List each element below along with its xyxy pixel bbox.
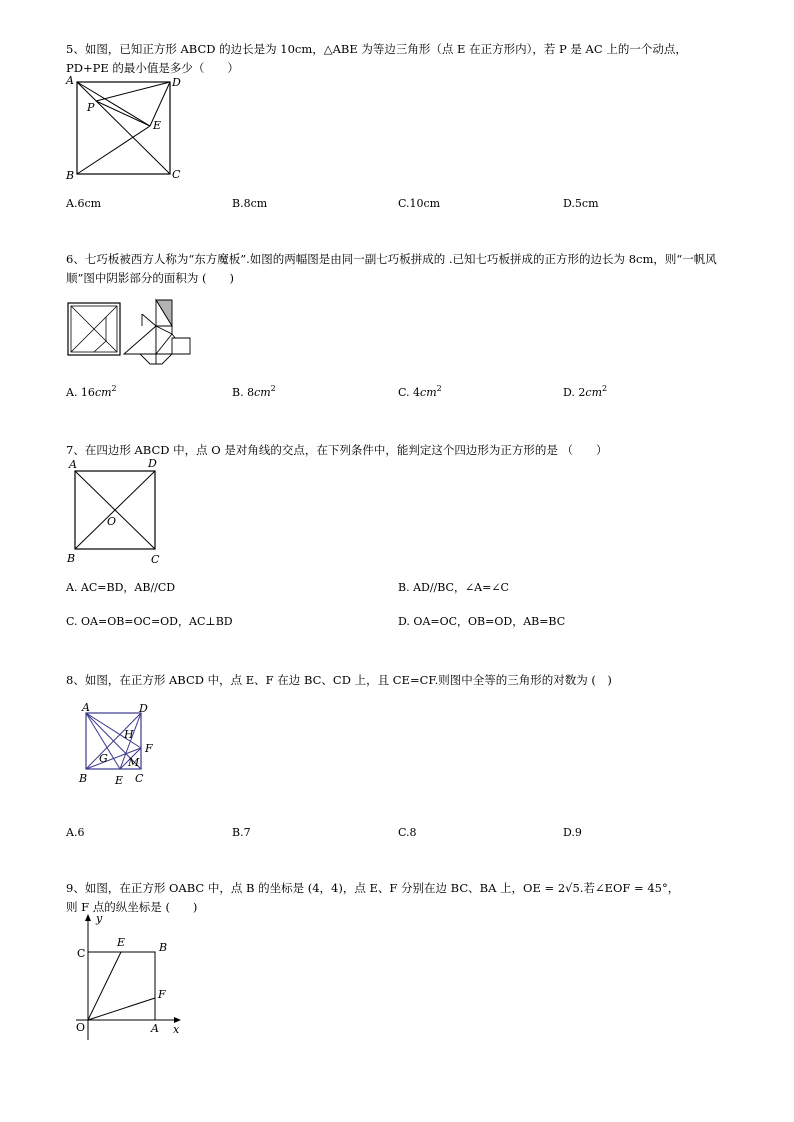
q7-option-c: C. OA=OB=OC=OD，AC⊥BD — [66, 615, 233, 628]
label-b: B — [159, 941, 168, 954]
q6-option-d — [563, 386, 607, 400]
q6-option-d-value: D. 2 — [563, 386, 586, 399]
q6-option-c-value: C. 4 — [398, 386, 421, 399]
q6-option-b-exp: 2 — [270, 384, 276, 393]
q7-option-b: B. AD//BC，∠A=∠C — [398, 581, 509, 594]
q5-option-b: B.8cm — [232, 197, 268, 210]
label-f: F — [158, 988, 166, 1001]
q6-option-c — [398, 386, 442, 400]
tangram-square-figure — [66, 301, 122, 357]
question-7-stem: 7、在四边形 ABCD 中，点 O 是对角线的交点，在下列条件中，能判定这个四边形为正方形的是 （ ） — [66, 443, 608, 457]
label-f: F — [145, 742, 153, 755]
question-5-figure — [60, 72, 190, 184]
q5-option-d: D.5cm — [563, 197, 599, 210]
question-8-figure — [75, 700, 165, 790]
axis-label-x: x — [173, 1023, 180, 1036]
question-9-stem-line1: 9、如图，在正方形 OABC 中，点 B 的坐标是 (4，4)，点 E、F 分别在边 BC、BA 上，OE = 2√5.若∠EOF = 45°， — [66, 881, 680, 895]
q7-option-a: A. AC=BD，AB//CD — [66, 581, 176, 594]
question-8-stem: 8、如图，在正方形 ABCD 中，点 E、F 在边 BC、CD 上，且 CE=CF.则图中全等的三角形的对数为 ( ) — [66, 673, 612, 687]
q6-option-d-exp: 2 — [602, 384, 608, 393]
label-o: O — [107, 515, 117, 528]
q6-option-c-unit: cm — [420, 386, 437, 399]
label-d: D — [139, 702, 148, 715]
q6-option-a-unit: cm — [94, 386, 112, 399]
question-6-stem: 6、七巧板被西方人称为“东方魔板”.如图的两幅图是由同一副七巧板拼成的 .已知七巧板拼成的正方形的边长为 8cm，则“一帆风顺”图中阴影部分的面积为 ( ) — [66, 252, 717, 285]
label-p: P — [87, 101, 95, 114]
label-o: O — [76, 1021, 86, 1034]
label-a: A — [82, 701, 90, 714]
label-e: E — [115, 774, 124, 787]
label-a: A — [66, 74, 74, 87]
q8-option-c: C.8 — [398, 826, 417, 839]
label-d: D — [148, 457, 157, 470]
q7-option-d: D. OA=OC，OB=OD，AB=BC — [398, 615, 566, 628]
q6-option-b — [232, 386, 276, 400]
question-7-figure — [62, 456, 170, 568]
tangram-sailboat-figure — [122, 296, 194, 368]
q6-option-a-exp: 2 — [111, 384, 117, 393]
q8-option-a: A.6 — [66, 826, 85, 839]
label-a: A — [69, 458, 77, 471]
question-9-figure — [66, 912, 186, 1042]
q6-option-d-unit: cm — [585, 386, 603, 399]
q5-option-c: C.10cm — [398, 197, 441, 210]
label-d: D — [172, 76, 181, 89]
axis-label-y: y — [96, 912, 103, 925]
label-b: B — [66, 169, 75, 182]
label-m: M — [128, 756, 140, 769]
label-b: B — [67, 552, 76, 565]
label-b: B — [79, 772, 88, 785]
label-a: A — [151, 1022, 159, 1035]
label-c: C — [151, 553, 160, 566]
label-e: E — [117, 936, 126, 949]
question-5-stem: 5、如图，已知正方形 ABCD 的边长是为 10cm，△ABE 为等边三角形（点 E 在正方形内），若 P 是 AC 上的一个动点，PD+PE 的最小值是多少（ ） — [66, 42, 687, 75]
label-c: C — [172, 168, 181, 181]
label-c: C — [135, 772, 144, 785]
q8-option-d: D.9 — [563, 826, 582, 839]
q5-option-a: A.6cm — [66, 197, 102, 210]
label-c: C — [77, 947, 86, 960]
label-e: E — [153, 119, 162, 132]
question-9-stem-line2: 则 F 点的纵坐标是 ( ) — [66, 900, 198, 914]
q6-option-b-value: B. 8 — [232, 386, 255, 399]
label-g: G — [99, 752, 108, 765]
q6-option-c-exp: 2 — [436, 384, 442, 393]
q6-option-a — [66, 386, 117, 400]
q6-option-b-unit: cm — [254, 386, 271, 399]
label-h: H — [124, 728, 134, 741]
q6-option-a-value: A. 16 — [66, 386, 95, 399]
q8-option-b: B.7 — [232, 826, 251, 839]
